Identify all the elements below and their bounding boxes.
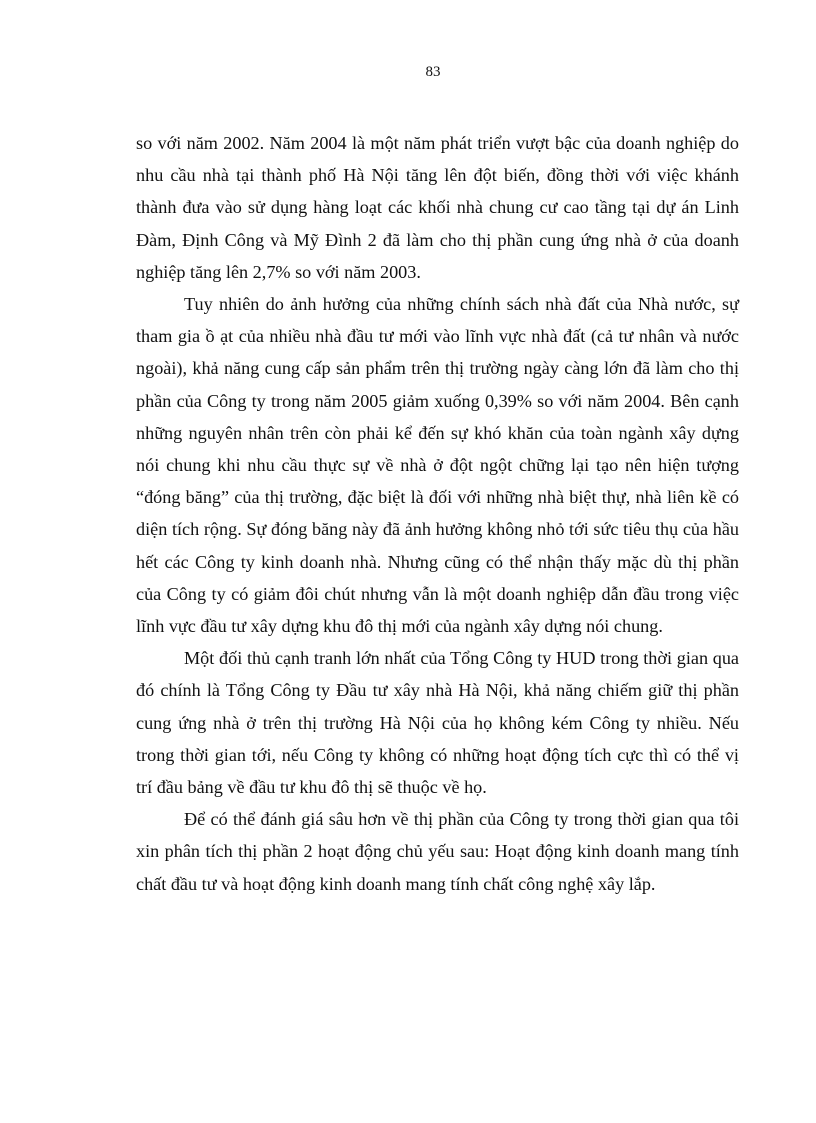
- paragraph-4: Để có thể đánh giá sâu hơn về thị phần của Công ty trong thời gian qua tôi xin phân tích thị phần 2 hoạt động chủ yếu sau: Hoạt động kinh doanh mang tính chất đầu tư và hoạt động kinh doanh mang tính chất công nghệ xây lắp.: [136, 809, 739, 894]
- page-number: 83: [425, 64, 441, 80]
- paragraph-3: Một đối thủ cạnh tranh lớn nhất của Tổng Công ty HUD trong thời gian qua đó chính là Tổng Công ty Đầu tư xây nhà Hà Nội, khả năng chiếm giữ thị phần cung ứng nhà ở trên thị trường Hà Nội của họ không kém Công ty nhiều. Nếu trong thời gian tới, nếu Công ty không có những hoạt động tích cực thì có thể vị trí đầu bảng về đầu tư khu đô thị sẽ thuộc về họ.: [136, 648, 739, 798]
- paragraph-2: Tuy nhiên do ảnh hưởng của những chính sách nhà đất của Nhà nước, sự tham gia ồ ạt của nhiều nhà đầu tư mới vào lĩnh vực nhà đất (cả tư nhân và nước ngoài), khả năng cung cấp sản phẩm trên thị trường ngày càng lớn đã làm cho thị phần của Công ty trong năm 2005 giảm xuống 0,39% so với năm 2004. Bên cạnh những nguyên nhân trên còn phải kể đến sự khó khăn của toàn ngành xây dựng nói chung khi nhu cầu thực sự về nhà ở đột ngột chững lại tạo nên hiện tượng “đóng băng” của thị trường, đặc biệt là đối với những nhà biệt thự, nhà liên kề có diện tích rộng. Sự đóng băng này đã ảnh hưởng không nhỏ tới sức tiêu thụ của hầu hết các Công ty kinh doanh nhà. Nhưng cũng có thể nhận thấy mặc dù thị phần của Công ty có giảm đôi chút nhưng vẫn là một doanh nghiệp dẫn đầu trong việc lĩnh vực đầu tư xây dựng khu đô thị mới của ngành xây dựng nói chung.: [136, 294, 739, 637]
- body-text: [136, 127, 739, 900]
- paragraph-1: so với năm 2002. Năm 2004 là một năm phát triển vượt bậc của doanh nghiệp do nhu cầu nhà tại thành phố Hà Nội tăng lên đột biến, đồng thời với việc khánh thành đưa vào sử dụng hàng loạt các khối nhà chung cư cao tầng tại dự án Linh Đàm, Định Công và Mỹ Đình 2 đã làm cho thị phần cung ứng nhà ở của doanh nghiệp tăng lên 2,7% so với năm 2003.: [136, 133, 739, 282]
